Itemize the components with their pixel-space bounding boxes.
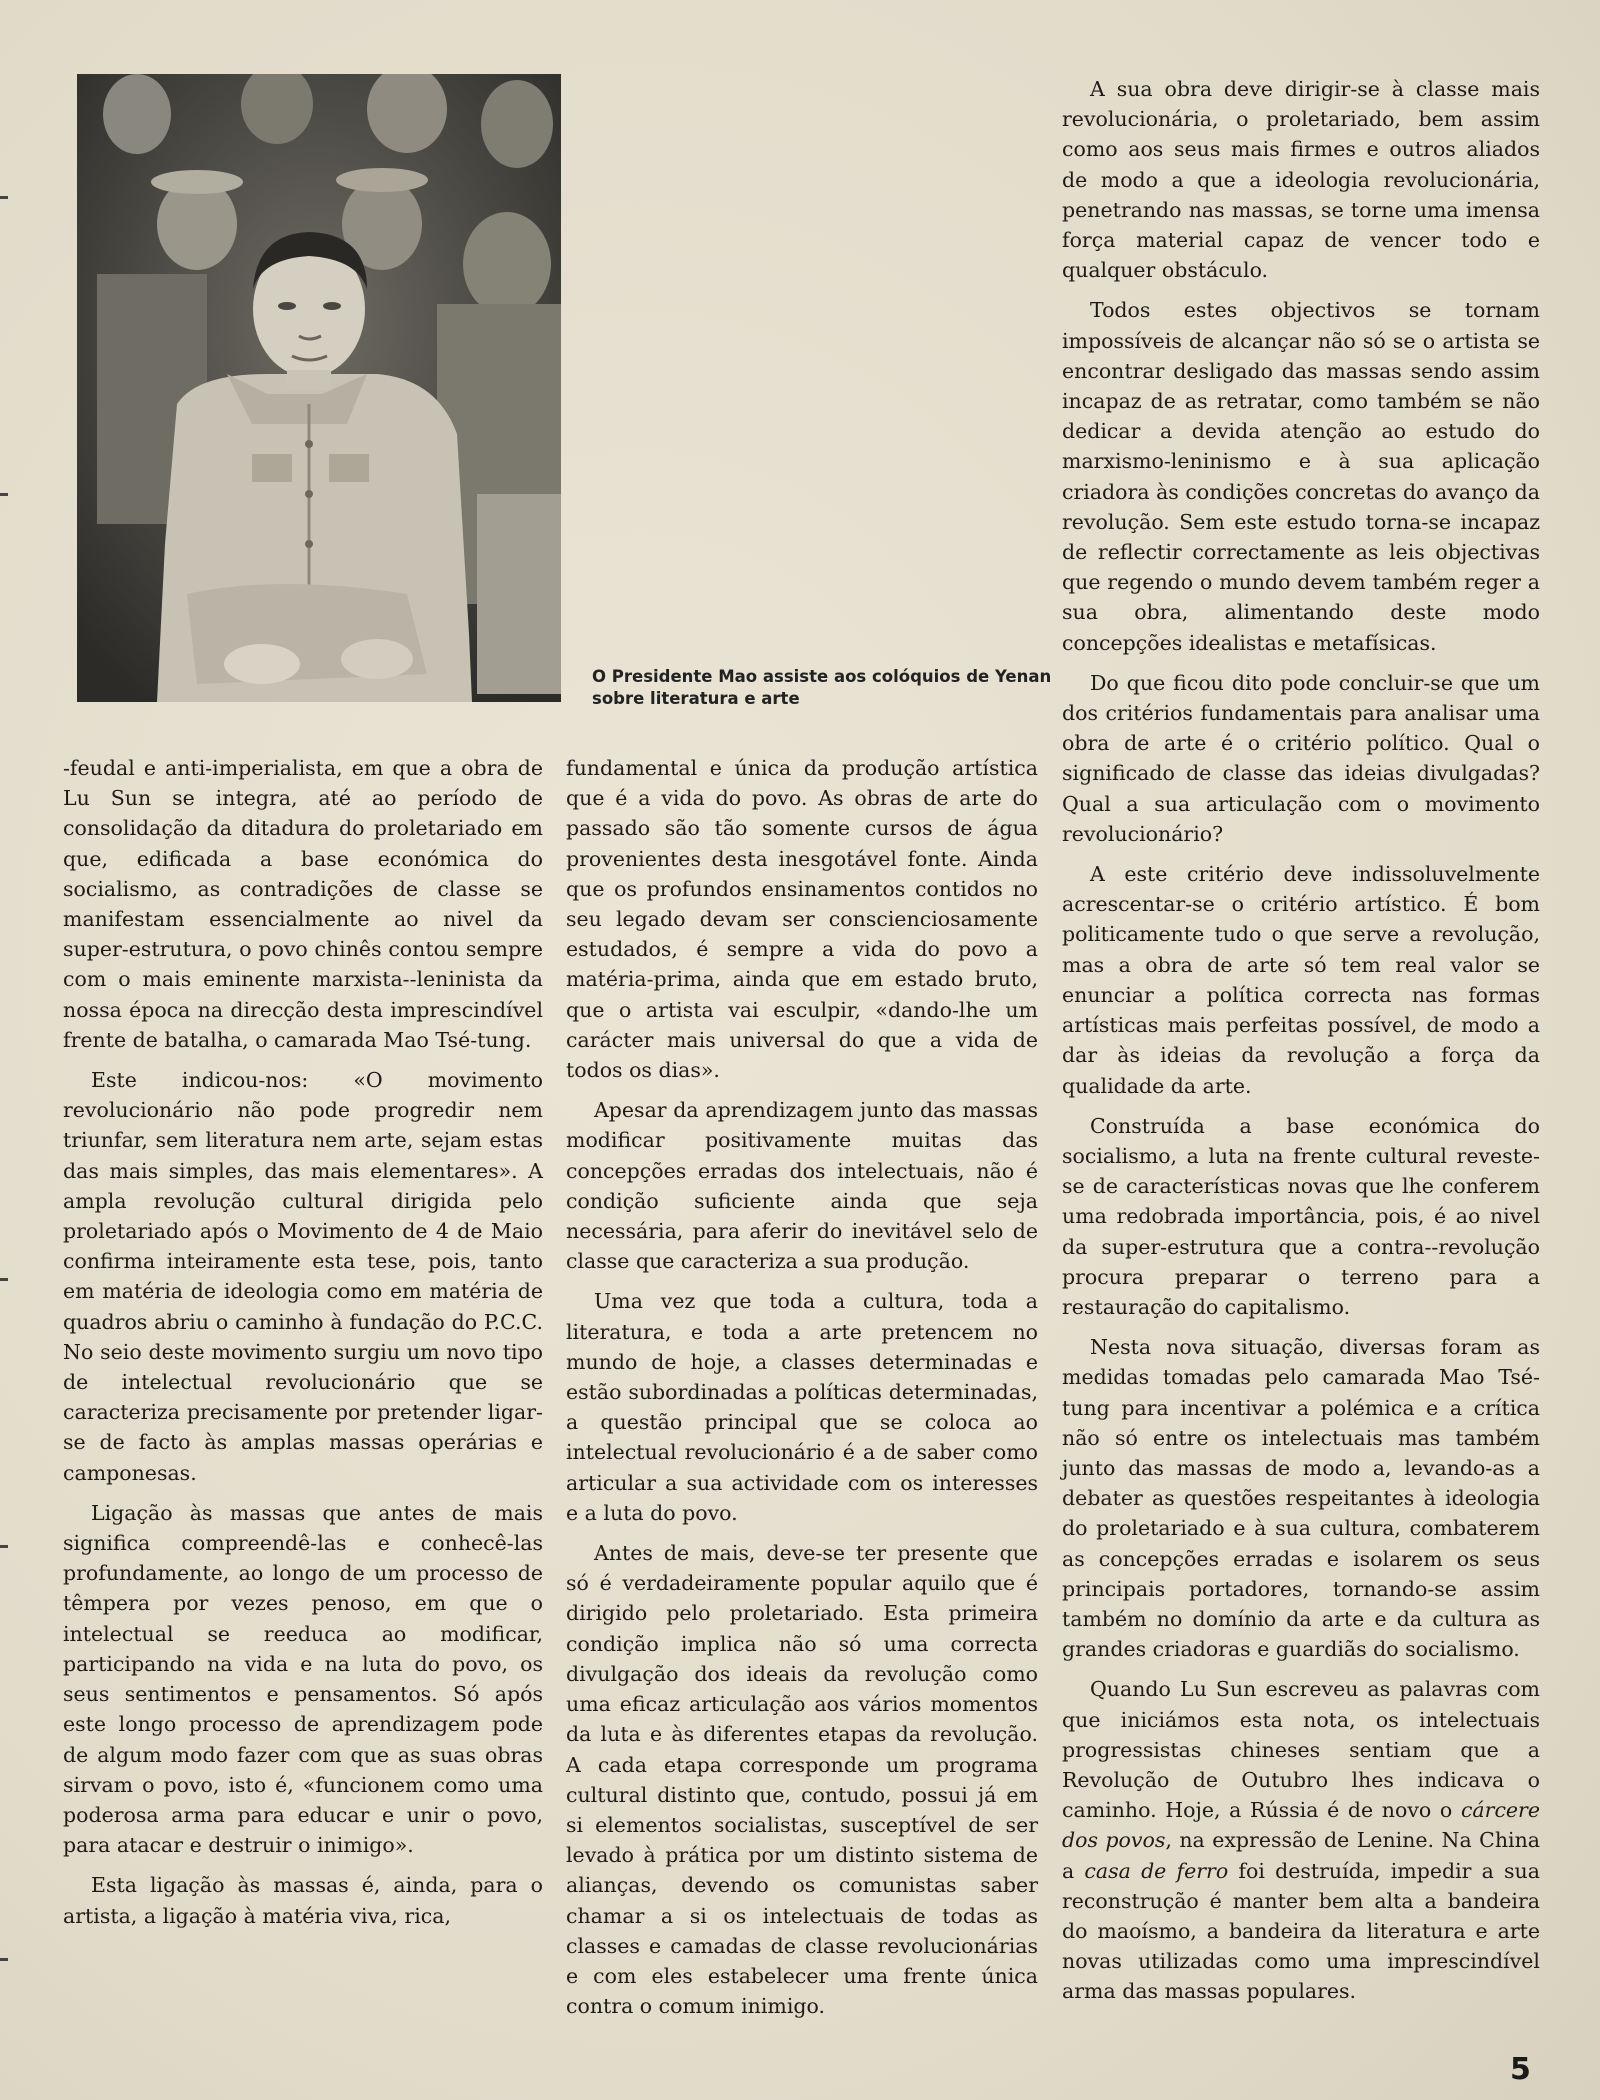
italic-text: cárcere dos povos: [1062, 1798, 1540, 1853]
page-number: 5: [1510, 2052, 1531, 2087]
text-run: foi destruída, impedir a sua reconstrução é manter bem alta a bandeira do maoísmo, a bandeira da literatura e arte novas utilizadas como uma imprescindível arma das massas populares.: [1062, 1858, 1540, 2004]
paragraph: Apesar da aprendizagem junto das massas modificar positivamente muitas das concepções erradas dos intelectuais, não é condição suficiente ainda que seja necessária, para aferir do inevitável selo de classe que caracteriza a sua produção.: [566, 1098, 1038, 1274]
paragraph: fundamental e única da produção artística que é a vida do povo. As obras de arte do passado são tão somente cursos de água provenientes desta inesgotável fonte. Ainda que os profundos ensinamentos contidos no seu legado devam ser conscienciosamente estudados, é sempre a vida do povo a matéria-prima, ainda que em estado bruto, que o artista vai esculpir, «dando-lhe um carácter mais universal do que a vida de todos os dias».: [566, 756, 1038, 1083]
paragraph: Uma vez que toda a cultura, toda a literatura, e toda a arte pretencem no mundo de hoje, a classes determinadas e estão subordinadas a políticas determinadas, a questão principal que se coloca ao intelectual revolucionário é a de saber como articular a sua actividade com os interesses e a luta do povo.: [566, 1289, 1038, 1525]
text-column-1: [63, 753, 543, 1931]
margin-mark: [0, 1545, 8, 1548]
italic-text: casa de ferro: [1084, 1858, 1229, 1883]
photo-caption: O Presidente Mao assiste aos colóquios de Yenan sobre literatura e arte: [592, 667, 1052, 708]
paragraph: Este indicou-nos: «O movimento revolucionário não pode progredir nem triunfar, sem literatura nem arte, sejam estas das mais simples, das mais elementares». A ampla revolução cultural dirigida pelo proletariado após o Movimento de 4 de Maio confirma inteiramente esta tese, pois, tanto em matéria de ideologia como em matéria de quadros abriu o caminho à fundação do P.C.C. No seio deste movimento surgiu um novo tipo de intelectual revolucionário que se caracteriza precisamente por pretender ligar-se de facto às amplas massas operárias e camponesas.: [63, 1068, 543, 1485]
paragraph: Nesta nova situação, diversas foram as medidas tomadas pelo camarada Mao Tsé-tung para incentivar a polémica e a crítica não só entre os intelectuais mas também junto das massas de modo a, levando-as a debater as questões respeitantes à ideologia do proletariado e à sua cultura, combaterem as concepções erradas e isolarem os seus principais portadores, tornando-se assim também no domínio da arte e da cultura as grandes criadoras e guardiãs do socialismo.: [1062, 1335, 1540, 1662]
margin-mark: [0, 196, 8, 199]
paragraph: Ligação às massas que antes de mais significa compreendê-las e conhecê-las profundamente, ao longo de um processo de têmpera por vezes penoso, em que o intelectual se reeduca ao modificar, participando na vida e na luta do povo, os seus sentimentos e pensamentos. Só após este longo processo de aprendizagem pode de algum modo fazer com que as suas obras sirvam o povo, isto é, «funcionem como uma poderosa arma para educar e unir o povo, para atacar e destruir o inimigo».: [63, 1500, 543, 1858]
paragraph: Antes de mais, deve-se ter presente que só é verdadeiramente popular aquilo que é dirigido pelo proletariado. Esta primeira condição implica não só uma correcta divulgação dos ideais da revolução como uma eficaz articulação aos vários momentos da luta e às diferentes etapas da revolução. A cada etapa corresponde um programa cultural distinto que, contudo, possui já em si elementos socialistas, susceptível de ser levado à prática por um distinto sistema de alianças, devendo os comunistas saber chamar a si os intelectuais de todas as classes e camadas de classe revolucionárias e com eles estabelecer uma frente única contra o comum inimigo.: [566, 1541, 1038, 2019]
text-column-2: [566, 753, 1038, 2021]
margin-mark: [0, 1278, 8, 1281]
photo-mao-seated: [77, 74, 561, 702]
paragraph: [1062, 1674, 1540, 2006]
paragraph: Todos estes objectivos se tornam impossíveis de alcançar não só se o artista se encontrar desligado das massas sendo assim incapaz de as retratar, como também se não dedicar a devida atenção ao estudo do marxismo-leninismo e à sua aplicação criadora às condições concretas do avanço da revolução. Sem este estudo torna-se incapaz de reflectir correctamente as leis objectivas que regendo o mundo devem também reger a sua obra, alimentando deste modo concepções idealistas e metafísicas.: [1062, 298, 1540, 655]
margin-mark: [0, 1958, 8, 1961]
paragraph: A este critério deve indissoluvelmente acrescentar-se o critério artístico. É bom politicamente tudo o que serve a revolução, mas a obra de arte só tem real valor se enunciar a política correcta nas formas artísticas mais perfeitas possível, de modo a dar às ideias da revolução a força da qualidade da arte.: [1062, 862, 1540, 1098]
paragraph: Do que ficou dito pode concluir-se que um dos critérios fundamentais para analisar uma obra de arte é o critério político. Qual o significado de classe das ideias divulgadas? Qual a sua articulação com o movimento revolucionário?: [1062, 670, 1540, 846]
paragraph: A sua obra deve dirigir-se à classe mais revolucionária, o proletariado, bem assim como aos seus mais firmes e outros aliados de modo a que a ideologia revolucionária, penetrando nas massas, se torne uma imensa força material capaz de vencer todo e qualquer obstáculo.: [1062, 77, 1540, 283]
text-column-3: [1062, 74, 1540, 2007]
text-run: Quando Lu Sun escreveu as palavras com que iniciámos esta nota, os intelectuais progressistas chineses sentiam que a Revolução de Outubro lhes indicava o caminho. Hoje, a Rússia é de novo o: [1062, 1677, 1540, 1823]
paragraph: -feudal e anti-imperialista, em que a obra de Lu Sun se integra, até ao período de consolidação da ditadura do proletariado em que, edificada a base económica do socialismo, as contradições de classe se manifestam essencialmente ao nivel da super-estrutura, o povo chinês contou sempre com o mais eminente marxista--leninista da nossa época na direcção desta imprescindível frente de batalha, o camarada Mao Tsé-tung.: [63, 756, 543, 1052]
margin-mark: [0, 493, 8, 496]
paragraph: Esta ligação às massas é, ainda, para o artista, a ligação à matéria viva, rica,: [63, 1873, 543, 1928]
text-run: , na expressão de Lenine. Na China a: [1062, 1828, 1541, 1883]
paragraph: Construída a base económica do socialismo, a luta na frente cultural reveste-se de características novas que lhe conferem uma redobrada importância, pois, é ao nivel da super-estrutura que a contra--revolução procura preparar o terreno para a restauração do capitalismo.: [1062, 1113, 1540, 1319]
